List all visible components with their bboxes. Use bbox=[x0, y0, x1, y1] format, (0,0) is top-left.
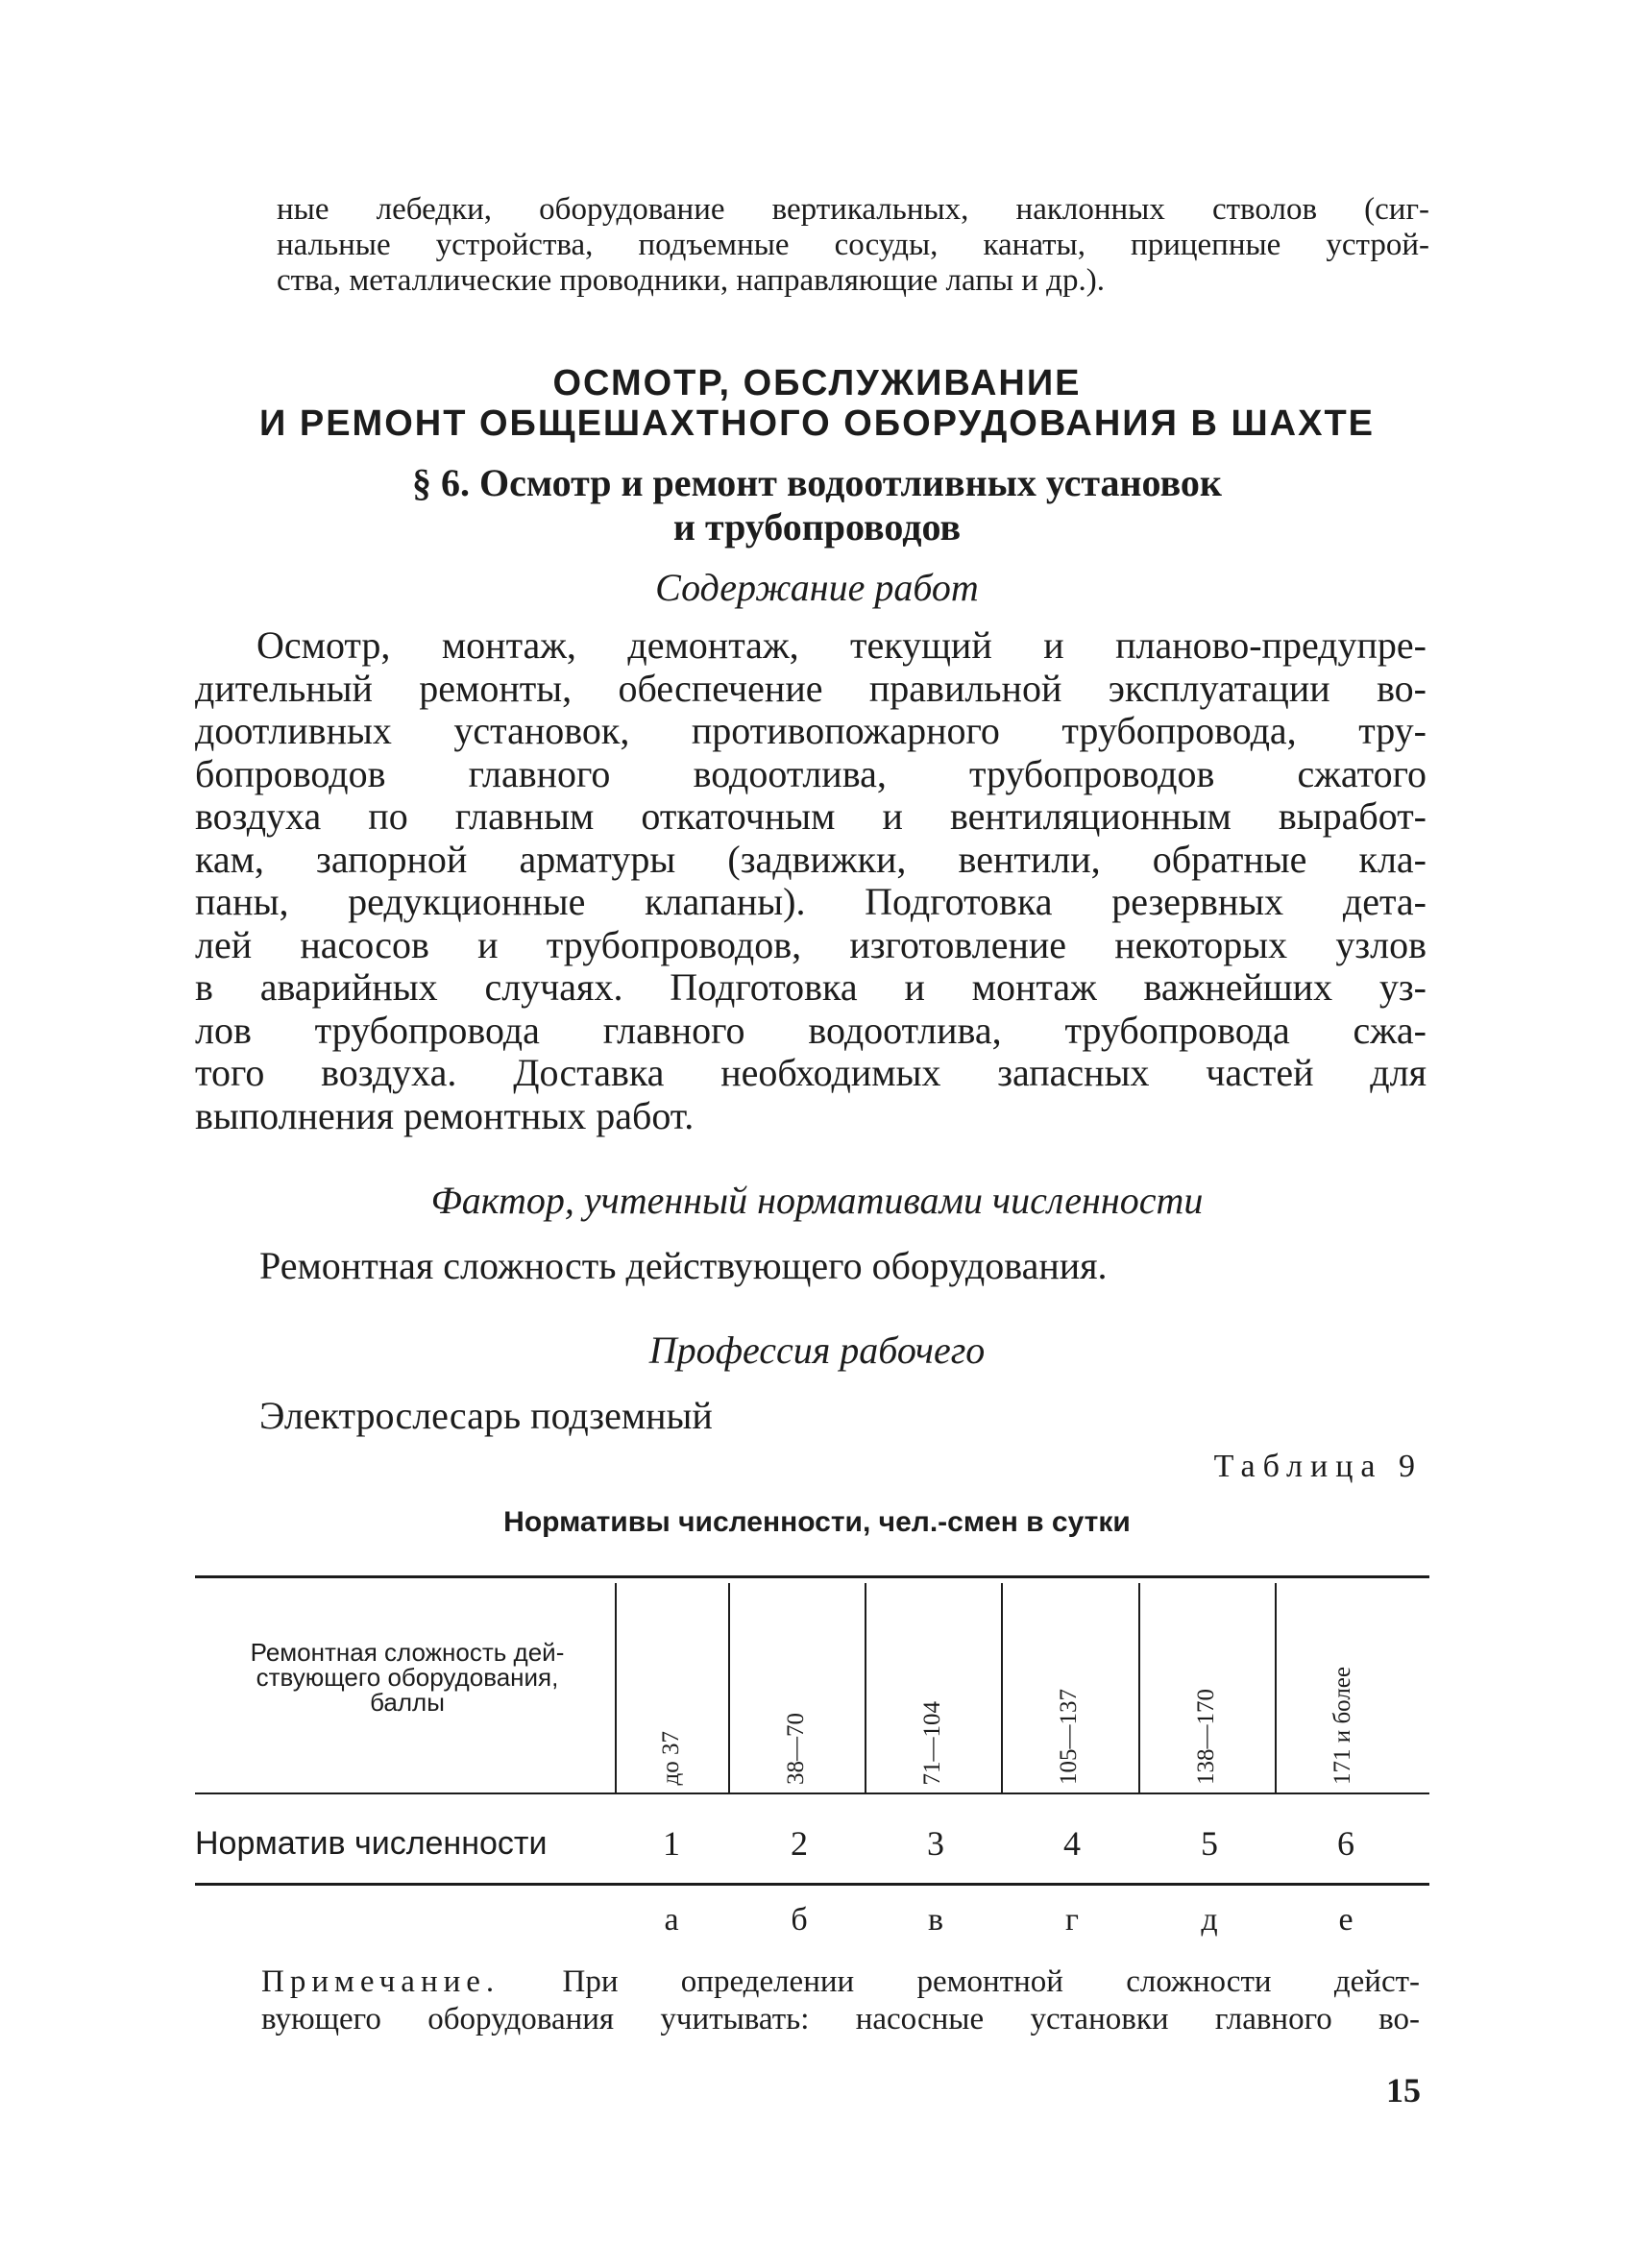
content-line: воздуха по главным откаточным и вентиляционным выработ- bbox=[195, 794, 1427, 838]
content-line: выполнения ремонтных работ. bbox=[195, 1093, 695, 1137]
note-line bbox=[261, 1963, 1420, 2001]
section-title-line: § 6. Осмотр и ремонт водоотливных установок bbox=[412, 461, 1222, 504]
column-letter: д bbox=[1201, 1902, 1218, 1938]
content-line: Осмотр, монтаж, демонтаж, текущий и планово-предупре- bbox=[256, 623, 1427, 667]
table-title: Нормативы численности, чел.-смен в сутки bbox=[503, 1506, 1131, 1538]
range-header bbox=[1048, 1623, 1090, 1785]
range-header-text: 71—104 bbox=[919, 1700, 945, 1785]
table-header-line: баллы bbox=[370, 1688, 445, 1717]
chapter-heading-line: И РЕМОНТ ОБЩЕШАХТНОГО ОБОРУДОВАНИЯ В ШАХТЕ bbox=[258, 403, 1376, 444]
table-value: 4 bbox=[1063, 1824, 1081, 1863]
intro-line: нальные устройства, подъемные сосуды, канаты, прицепные устрой- bbox=[277, 228, 1429, 262]
range-header bbox=[1185, 1623, 1228, 1785]
content-line: того воздуха. Доставка необходимых запасных частей для bbox=[195, 1051, 1427, 1094]
table-column-divider bbox=[1138, 1583, 1140, 1792]
factor-text: Ремонтная сложность действующего оборудования. bbox=[259, 1244, 1108, 1287]
table-row-label: Норматив численности bbox=[195, 1825, 548, 1862]
factor-heading: Фактор, учтенный нормативами численности bbox=[430, 1179, 1204, 1222]
table-value: 3 bbox=[927, 1824, 944, 1863]
section-title bbox=[0, 461, 1634, 549]
note-paragraph bbox=[261, 1963, 1420, 2038]
profession-heading: Профессия рабочего bbox=[648, 1329, 986, 1372]
range-header bbox=[912, 1623, 954, 1785]
range-header-text: до 37 bbox=[658, 1730, 684, 1785]
range-header-text: 138—170 bbox=[1193, 1689, 1219, 1785]
content-line: доотливных установок, противопожарного трубопровода, тру- bbox=[195, 709, 1427, 752]
content-line: кам, запорной арматуры (задвижки, вентили, обратные кла- bbox=[195, 837, 1427, 881]
table-header-line: Ремонтная сложность дей- bbox=[250, 1638, 565, 1667]
intro-line: ства, металлические проводники, направляющие лапы и др.). bbox=[277, 263, 1105, 298]
column-letter: в bbox=[927, 1902, 944, 1938]
range-header bbox=[775, 1623, 817, 1785]
table-column-divider bbox=[1275, 1583, 1277, 1792]
note-text: При определении ремонтной сложности дейст- bbox=[562, 1964, 1420, 1999]
intro-line: ные лебедки, оборудование вертикальных, наклонных стволов (сиг- bbox=[277, 192, 1429, 227]
table-label: Таблица 9 bbox=[1213, 1449, 1423, 1484]
content-line: в аварийных случаях. Подготовка и монтаж важнейших уз- bbox=[195, 965, 1427, 1009]
range-header bbox=[650, 1623, 693, 1785]
content-line: лов трубопровода главного водоотлива, трубопровода сжа- bbox=[195, 1008, 1427, 1052]
range-header-text: 171 и более bbox=[1329, 1667, 1355, 1785]
content-heading: Содержание работ bbox=[655, 566, 979, 609]
column-letter: а bbox=[664, 1902, 679, 1938]
table-header-rule bbox=[195, 1792, 1429, 1794]
chapter-heading bbox=[0, 363, 1634, 444]
content-line: бопроводов главного водоотлива, трубопроводов сжатого bbox=[195, 751, 1427, 795]
profession-text: Электрослесарь подземный bbox=[259, 1394, 713, 1437]
range-header bbox=[1322, 1623, 1364, 1785]
table-bottom-rule bbox=[195, 1883, 1429, 1886]
note-label: Примечание. bbox=[261, 1964, 500, 1999]
table-value: 2 bbox=[791, 1824, 808, 1863]
column-letter: б bbox=[791, 1902, 808, 1938]
column-letter: е bbox=[1338, 1902, 1354, 1938]
content-paragraph bbox=[195, 624, 1427, 1137]
table-column-divider bbox=[728, 1583, 730, 1792]
page-number: 15 bbox=[1386, 2071, 1421, 2109]
table-header-line: ствующего оборудования, bbox=[256, 1663, 559, 1692]
table-column-divider bbox=[615, 1583, 617, 1792]
content-line: лей насосов и трубопроводов, изготовление некоторых узлов bbox=[195, 922, 1427, 966]
table-value: 5 bbox=[1201, 1824, 1218, 1863]
content-line: дительный ремонты, обеспечение правильной эксплуатации во- bbox=[195, 666, 1427, 710]
table-column-divider bbox=[865, 1583, 866, 1792]
chapter-heading-line: ОСМОТР, ОБСЛУЖИВАНИЕ bbox=[552, 363, 1082, 403]
table-column-divider bbox=[1001, 1583, 1003, 1792]
intro-paragraph bbox=[277, 192, 1429, 299]
column-letter: г bbox=[1065, 1902, 1079, 1938]
note-line: вующего оборудования учитывать: насосные установки главного во- bbox=[261, 2002, 1420, 2036]
range-header-text: 38—70 bbox=[783, 1713, 809, 1785]
table-value: 1 bbox=[663, 1824, 680, 1863]
table-value: 6 bbox=[1337, 1824, 1354, 1863]
section-title-line: и трубопроводов bbox=[672, 505, 962, 549]
table-top-rule bbox=[195, 1575, 1429, 1578]
table-header-label bbox=[200, 1640, 615, 1715]
range-header-text: 105—137 bbox=[1056, 1689, 1082, 1785]
content-line: паны, редукционные клапаны). Подготовка резервных дета- bbox=[195, 880, 1427, 923]
